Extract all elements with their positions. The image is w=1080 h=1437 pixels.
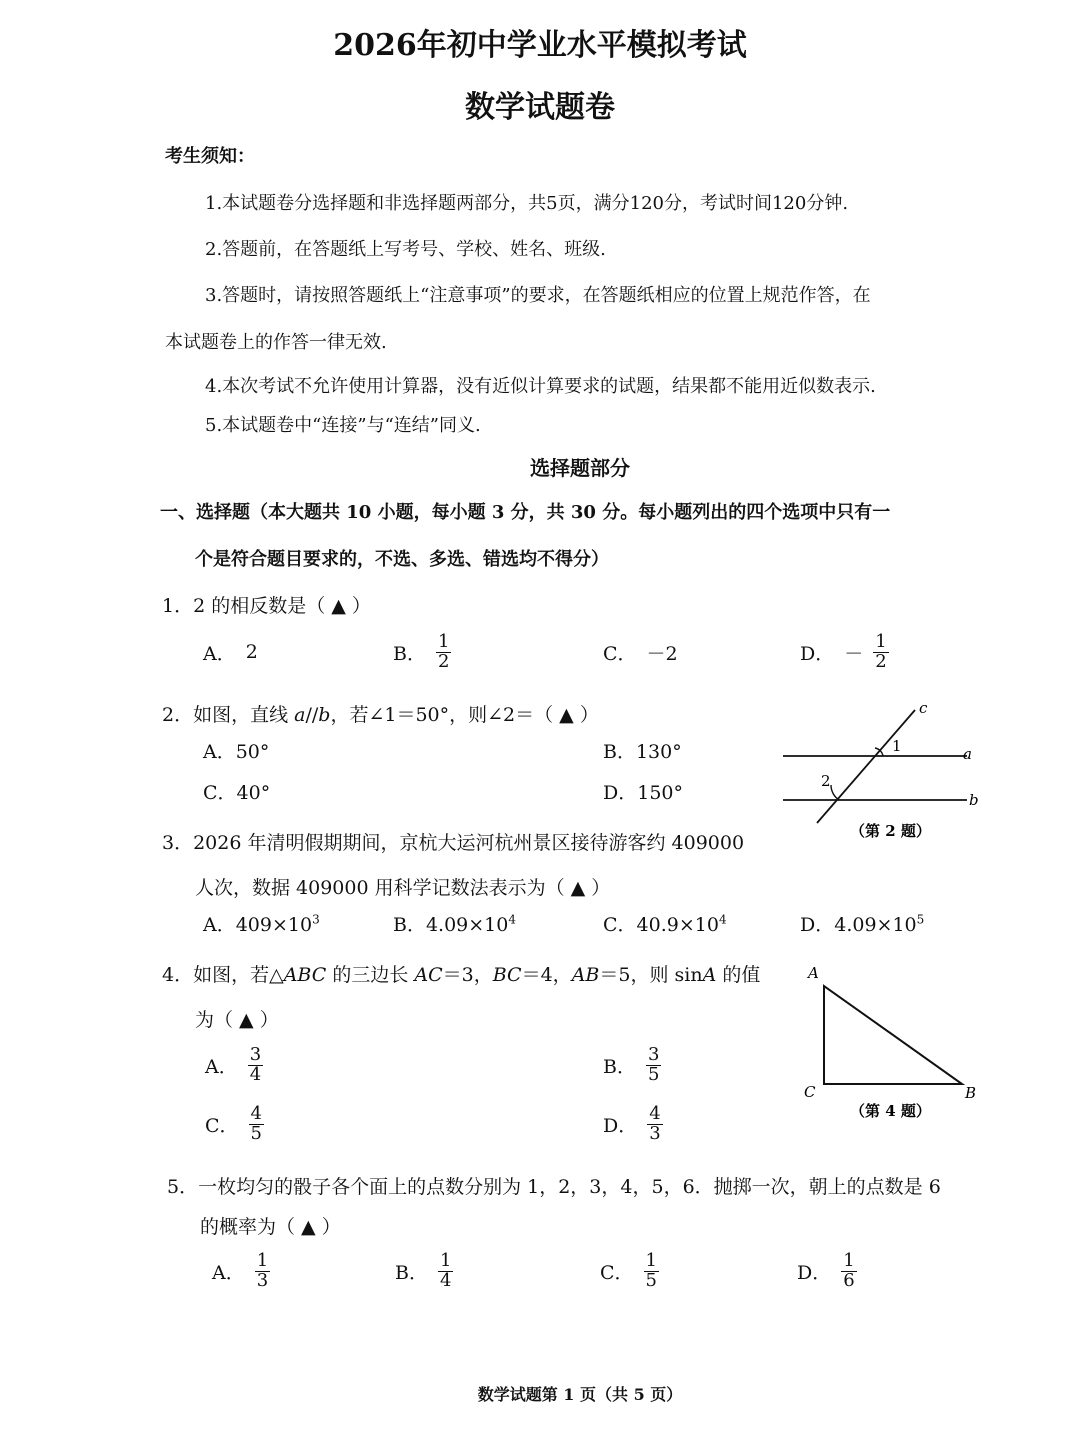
- q4-stem-5: ＝5，则 sin: [599, 964, 703, 986]
- q1-a-text: 2: [245, 641, 258, 663]
- q5-c-denominator: 5: [645, 1269, 657, 1291]
- q4-figure: [795, 960, 995, 1125]
- q5-b-label: B．: [395, 1261, 428, 1284]
- exam-title: 2026年初中学业水平模拟考试: [333, 28, 747, 63]
- q2-stem-parallel: //: [305, 704, 319, 726]
- section-intro-line2: 个是符合题目要求的，不选、多选、错选均不得分）: [195, 549, 609, 570]
- q1-d-numerator: 1: [875, 630, 887, 652]
- q4-c-numerator: 4: [250, 1102, 262, 1124]
- notice-item-5: 5.本试题卷中“连接”与“连结”同义.: [205, 415, 481, 436]
- q3-d-exponent: 5: [916, 912, 925, 927]
- q4-d-label: D．: [603, 1114, 638, 1137]
- q4-stem-bc: BC: [492, 964, 522, 986]
- q4-b-denominator: 5: [647, 1063, 660, 1085]
- q1-a-label: A．: [203, 642, 236, 665]
- q1-b-fraction: [436, 630, 451, 672]
- q5-option-d: [797, 1246, 857, 1296]
- q5-b-denominator: 4: [439, 1269, 452, 1291]
- q2-figure: [775, 695, 990, 850]
- q3-option-b: [393, 910, 516, 937]
- label-vertex-a: A: [808, 964, 819, 982]
- q4-stem-abc: ABC: [283, 964, 327, 986]
- q4-c-denominator: 5: [250, 1122, 262, 1144]
- label-angle-2: 2: [821, 772, 831, 790]
- label-vertex-c: C: [804, 1083, 816, 1101]
- q4-option-b: [603, 1040, 661, 1090]
- notice-item-1: 1.本试题卷分选择题和非选择题两部分，共5页，满分120分，考试时间120分钟.: [205, 193, 849, 214]
- q5-d-label: D．: [797, 1261, 832, 1284]
- q4-line2: 为（ ▲ ）: [195, 1009, 279, 1031]
- q3-a-base: A．409×10: [203, 914, 313, 936]
- q4-b-fraction: [646, 1043, 661, 1085]
- q4-a-fraction: [248, 1043, 263, 1085]
- q3-b-exponent: 4: [508, 912, 517, 927]
- q3-line1: 3．2026 年清明假期期间，京杭大运河杭州景区接待游客约 409000: [162, 832, 745, 854]
- q1-b-denominator: 2: [437, 650, 450, 672]
- q5-d-fraction: [841, 1249, 856, 1291]
- q1-option-a: [203, 628, 258, 676]
- q1-d-denominator: 2: [875, 650, 887, 672]
- q2-stem-var-a: a: [294, 704, 306, 726]
- q4-a-numerator: 3: [249, 1043, 262, 1065]
- q1-option-c: [603, 628, 678, 676]
- section-intro-line1: 一、选择题（本大题共 10 小题，每小题 3 分，共 30 分。每小题列出的四个选项中只有一: [160, 502, 891, 523]
- q4-c-label: C．: [205, 1114, 239, 1137]
- q2-figure-caption: （第 2 题）: [850, 822, 931, 840]
- q4-option-d: [603, 1099, 663, 1149]
- q2-stem: [162, 700, 599, 727]
- label-vertex-b: B: [965, 1084, 977, 1102]
- triangle-abc: [824, 986, 962, 1084]
- q1-option-d: [800, 628, 889, 676]
- q4-option-c: [205, 1099, 264, 1149]
- q2-stem-var-b: b: [318, 704, 331, 726]
- q2-option-d: D．150°: [603, 782, 683, 804]
- q5-option-b: [395, 1246, 453, 1296]
- q1-b-label: B．: [393, 642, 426, 665]
- q1-d-sign: －: [844, 642, 864, 665]
- q1-d-fraction: [873, 630, 888, 672]
- q3-c-exponent: 4: [718, 912, 727, 927]
- q4-stem-2: 的三边长: [326, 964, 415, 986]
- q3-a-exponent: 3: [312, 912, 320, 927]
- q4-stem-4: ＝4，: [521, 964, 572, 986]
- q2-stem-pre: 2．如图，直线: [162, 704, 295, 726]
- q4-d-numerator: 4: [649, 1102, 661, 1124]
- q5-d-numerator: 1: [843, 1249, 855, 1271]
- q1-c-label: C．: [603, 642, 637, 665]
- q5-option-c: [600, 1246, 659, 1296]
- q5-line2: 的概率为（ ▲ ）: [200, 1216, 341, 1238]
- q5-c-fraction: [644, 1249, 659, 1291]
- label-b: b: [969, 791, 979, 809]
- label-angle-1: 1: [892, 737, 902, 755]
- q4-stem-1: 4．如图，若△: [162, 964, 284, 986]
- q3-option-a: [203, 910, 320, 937]
- q4-stem-ab: AB: [571, 964, 600, 986]
- q4-stem-3: ＝3，: [442, 964, 493, 986]
- q3-option-d: [800, 910, 924, 937]
- label-a: a: [963, 745, 972, 763]
- q4-b-label: B．: [603, 1055, 636, 1078]
- q5-c-numerator: 1: [645, 1249, 657, 1271]
- q5-a-fraction: [255, 1249, 270, 1291]
- q5-option-a: [212, 1246, 270, 1296]
- q4-d-denominator: 3: [649, 1122, 661, 1144]
- q4-a-denominator: 4: [249, 1063, 262, 1085]
- q2-option-b: B．130°: [603, 741, 682, 763]
- q5-c-label: C．: [600, 1261, 634, 1284]
- q2-stem-post: ，若∠1＝50°，则∠2＝（ ▲ ）: [330, 704, 599, 726]
- notice-item-3: 3.答题时，请按照答题纸上“注意事项”的要求，在答题纸相应的位置上规范作答，在: [205, 285, 871, 306]
- q5-d-denominator: 6: [843, 1269, 855, 1291]
- notice-item-2: 2.答题前，在答题纸上写考号、学校、姓名、班级.: [205, 239, 606, 260]
- label-c: c: [919, 699, 928, 717]
- q5-a-numerator: 1: [256, 1249, 269, 1271]
- q5-a-denominator: 3: [256, 1269, 269, 1291]
- notice-item-4: 4.本次考试不允许使用计算器，没有近似计算要求的试题，结果都不能用近似数表示.: [205, 376, 876, 397]
- line-c: [817, 710, 915, 823]
- q1-d-label: D．: [800, 642, 835, 665]
- q3-c-base: C．40.9×10: [603, 914, 719, 936]
- q3-b-base: B．4.09×10: [393, 914, 509, 936]
- section-title: 选择题部分: [530, 456, 630, 480]
- q4-stem-6: 的值: [716, 964, 761, 986]
- q5-b-numerator: 1: [439, 1249, 452, 1271]
- q4-stem-ac: AC: [414, 964, 443, 986]
- q4-stem: [162, 960, 760, 987]
- q4-c-fraction: [249, 1102, 264, 1144]
- q3-line2: 人次，数据 409000 用科学记数法表示为（ ▲ ）: [195, 877, 611, 899]
- q3-option-c: [603, 910, 727, 937]
- q3-d-base: D．4.09×10: [800, 914, 917, 936]
- q5-b-fraction: [438, 1249, 453, 1291]
- q5-line1: 5．一枚均匀的骰子各个面上的点数分别为 1，2，3，4，5，6．抛掷一次，朝上的点数是 6: [167, 1176, 941, 1198]
- q1-stem: 1．2 的相反数是（ ▲ ）: [162, 595, 371, 617]
- q4-b-numerator: 3: [647, 1043, 660, 1065]
- q4-a-label: A．: [205, 1055, 238, 1078]
- notice-item-3-cont: 本试题卷上的作答一律无效.: [165, 332, 387, 353]
- q5-a-label: A．: [212, 1261, 245, 1284]
- notice-heading: 考生须知：: [165, 146, 255, 167]
- q1-option-b: [393, 628, 451, 676]
- q4-option-a: [205, 1040, 263, 1090]
- q1-c-text: －2: [646, 642, 678, 665]
- q4-figure-caption: （第 4 题）: [850, 1102, 931, 1120]
- q2-option-c: C．40°: [203, 782, 271, 804]
- q2-option-a: A．50°: [203, 741, 270, 763]
- q4-d-fraction: [647, 1102, 662, 1144]
- q1-b-numerator: 1: [437, 630, 450, 652]
- q4-stem-a: A: [702, 964, 717, 986]
- page-footer: 数学试题第 1 页（共 5 页）: [477, 1385, 683, 1404]
- exam-subtitle: 数学试题卷: [465, 90, 615, 125]
